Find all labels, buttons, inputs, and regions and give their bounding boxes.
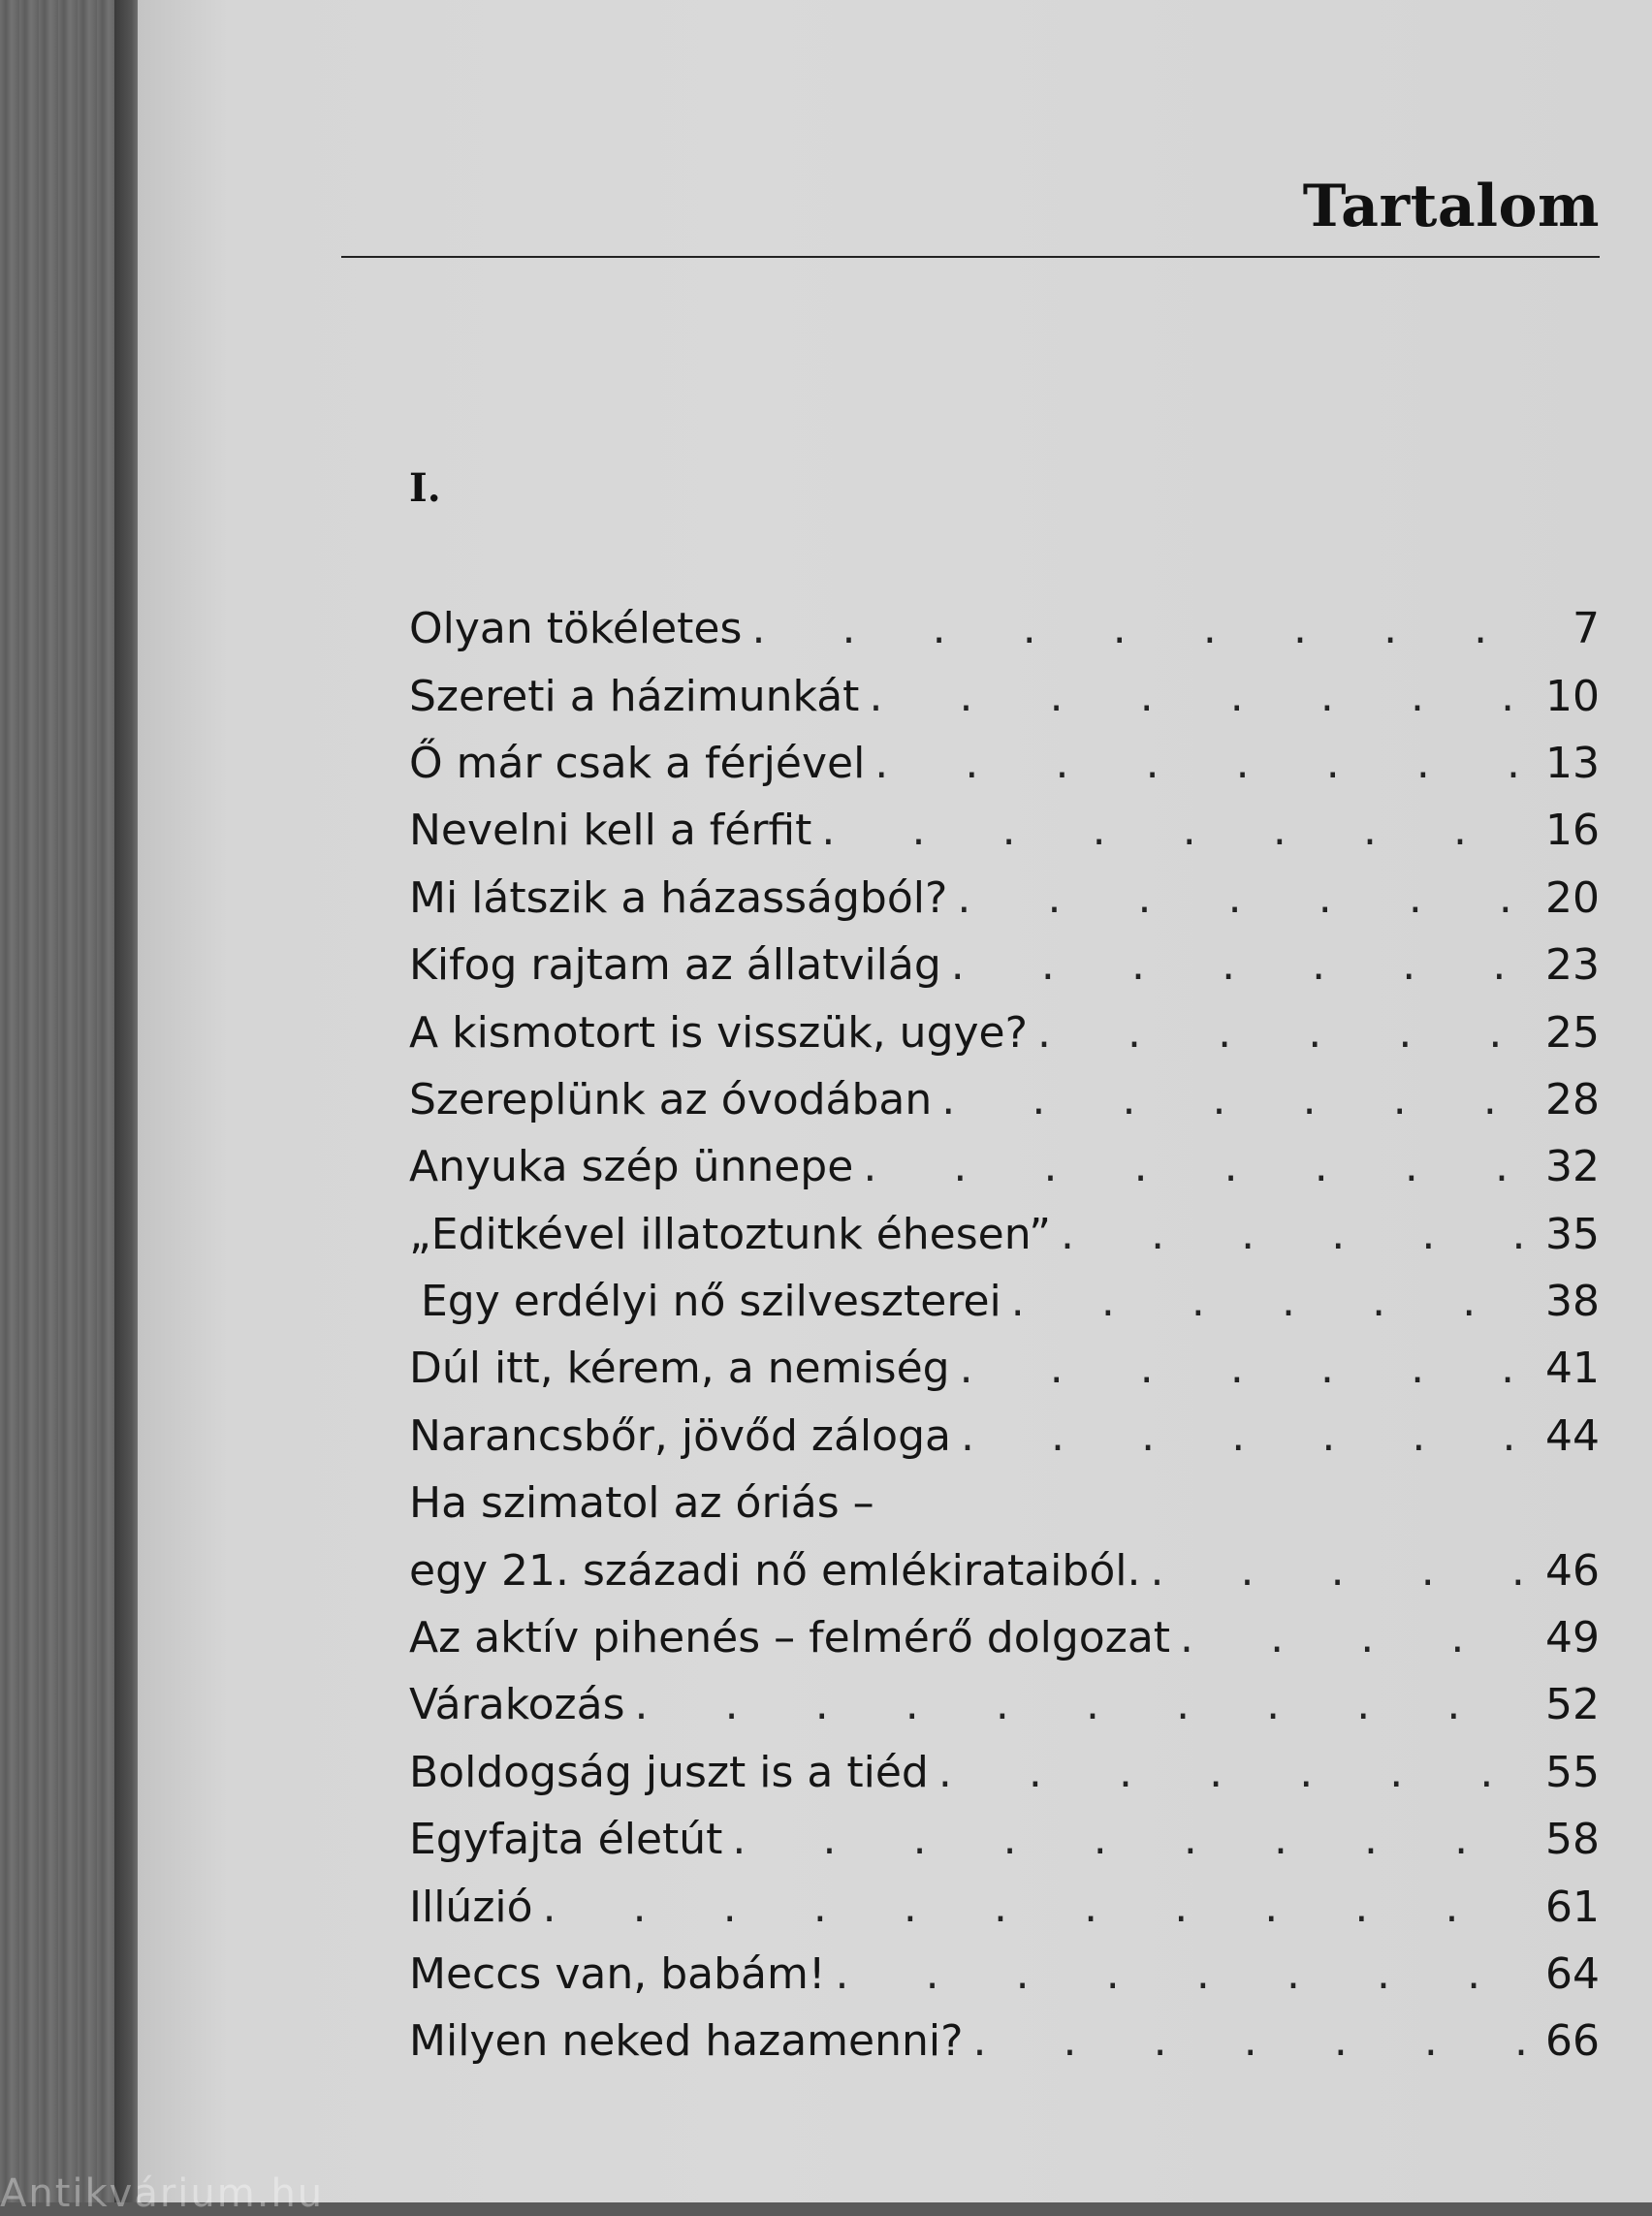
book-page: [138, 0, 1652, 2202]
toc-page: 25: [1545, 1007, 1600, 1058]
toc-entry: [409, 1739, 1600, 1806]
toc-title: egy 21. századi nő emlékirataiból.: [409, 1545, 1141, 1596]
leader-dots: [1011, 1277, 1538, 1326]
leader-dots: [972, 2016, 1538, 2066]
toc-entry: [409, 1873, 1600, 1940]
leader-dots: [961, 1411, 1538, 1461]
leader-dots: [863, 1142, 1538, 1191]
toc-title: Nevelni kell a férfit: [409, 806, 812, 856]
toc-entry: [409, 932, 1600, 998]
toc-title: Boldogság juszt is a tiéd: [409, 1747, 929, 1797]
toc-page: 13: [1545, 738, 1600, 788]
toc-entry: [409, 662, 1600, 729]
toc-page: 66: [1545, 2016, 1600, 2067]
toc-page: 28: [1545, 1074, 1600, 1124]
toc-entry: [409, 998, 1600, 1065]
table-of-contents: [409, 595, 1600, 2075]
toc-entry: [409, 1470, 1600, 1536]
toc-page: 10: [1545, 671, 1600, 721]
toc-entry: [409, 1403, 1600, 1470]
leader-dots: [874, 739, 1538, 788]
page-title: Tartalom: [1302, 173, 1600, 240]
toc-page: 58: [1545, 1815, 1600, 1865]
toc-page: 35: [1545, 1209, 1600, 1259]
toc-title: Olyan tökéletes: [409, 604, 743, 654]
toc-page: 16: [1545, 806, 1600, 856]
leader-dots: [869, 672, 1538, 721]
toc-page: 52: [1545, 1680, 1600, 1730]
toc-entry: [409, 1941, 1600, 2008]
watermark: Antikvárium.hu: [0, 2171, 325, 2216]
toc-title: Milyen neked hazamenni?: [409, 2016, 964, 2067]
leader-dots: [941, 1075, 1538, 1124]
leader-dots: [951, 940, 1538, 990]
toc-title: Az aktív pihenés – felmérő dolgozat: [409, 1613, 1171, 1663]
toc-page: 49: [1545, 1613, 1600, 1663]
toc-title: Várakozás: [409, 1680, 625, 1730]
leader-dots: [938, 1748, 1538, 1797]
leader-dots: [821, 806, 1538, 855]
leader-dots: [543, 1883, 1538, 1932]
leader-dots: [1150, 1546, 1538, 1596]
toc-title: Illúzió: [409, 1882, 533, 1932]
toc-page: 61: [1545, 1882, 1600, 1932]
toc-title: Mi látszik a házasságból?: [409, 872, 948, 923]
toc-title: Szereti a házimunkát: [409, 671, 860, 721]
toc-page: 20: [1545, 872, 1600, 923]
toc-entry: [409, 2008, 1600, 2074]
leader-dots: [835, 1949, 1538, 1999]
toc-entry: [409, 797, 1600, 864]
toc-entry: [409, 730, 1600, 797]
toc-title: Egyfajta életút: [409, 1815, 723, 1865]
leader-dots: [635, 1680, 1538, 1729]
leader-dots: [1037, 1008, 1538, 1058]
toc-title: Szereplünk az óvodában: [409, 1074, 933, 1124]
toc-title: Anyuka szép ünnepe: [409, 1142, 854, 1192]
toc-page: 32: [1545, 1142, 1600, 1192]
toc-entry: [409, 1133, 1600, 1200]
toc-entry: [409, 865, 1600, 932]
leader-dots: [957, 873, 1538, 923]
toc-page: 46: [1545, 1545, 1600, 1596]
toc-page: 64: [1545, 1949, 1600, 1999]
toc-page: 38: [1545, 1277, 1600, 1327]
leader-dots: [1180, 1613, 1538, 1662]
toc-entry: [409, 595, 1600, 662]
toc-entry: [409, 1806, 1600, 1873]
toc-entry: [409, 1201, 1600, 1268]
toc-title: Kifog rajtam az állatvilág: [409, 940, 941, 991]
toc-title: Dúl itt, kérem, a nemiség: [409, 1344, 950, 1394]
toc-entry: [409, 1066, 1600, 1133]
toc-title: Narancsbőr, jövőd záloga: [409, 1410, 951, 1461]
toc-page: 44: [1545, 1410, 1600, 1461]
toc-page: 41: [1545, 1344, 1600, 1394]
leader-dots: [732, 1815, 1538, 1864]
toc-title: Meccs van, babám!: [409, 1949, 826, 1999]
toc-entry: [409, 1536, 1600, 1603]
title-rule: [341, 256, 1600, 258]
toc-title: Ha szimatol az óriás –: [409, 1478, 874, 1529]
toc-page: 23: [1545, 940, 1600, 991]
leader-dots: [960, 1344, 1538, 1393]
toc-entry: [409, 1268, 1600, 1335]
toc-entry: [409, 1335, 1600, 1402]
toc-entry: [409, 1671, 1600, 1738]
toc-title: Ő már csak a férjével: [409, 738, 866, 788]
toc-entry: [409, 1604, 1600, 1671]
toc-page: 55: [1545, 1747, 1600, 1797]
section-label: I.: [409, 465, 441, 511]
toc-title: „Editkével illatoztunk éhesen”: [409, 1209, 1051, 1259]
toc-page: 7: [1573, 604, 1600, 654]
leader-dots: [751, 604, 1545, 653]
toc-title: A kismotort is visszük, ugye?: [409, 1007, 1028, 1058]
leader-dots: [1061, 1210, 1538, 1259]
toc-title: Egy erdélyi nő szilveszterei: [421, 1277, 1001, 1327]
